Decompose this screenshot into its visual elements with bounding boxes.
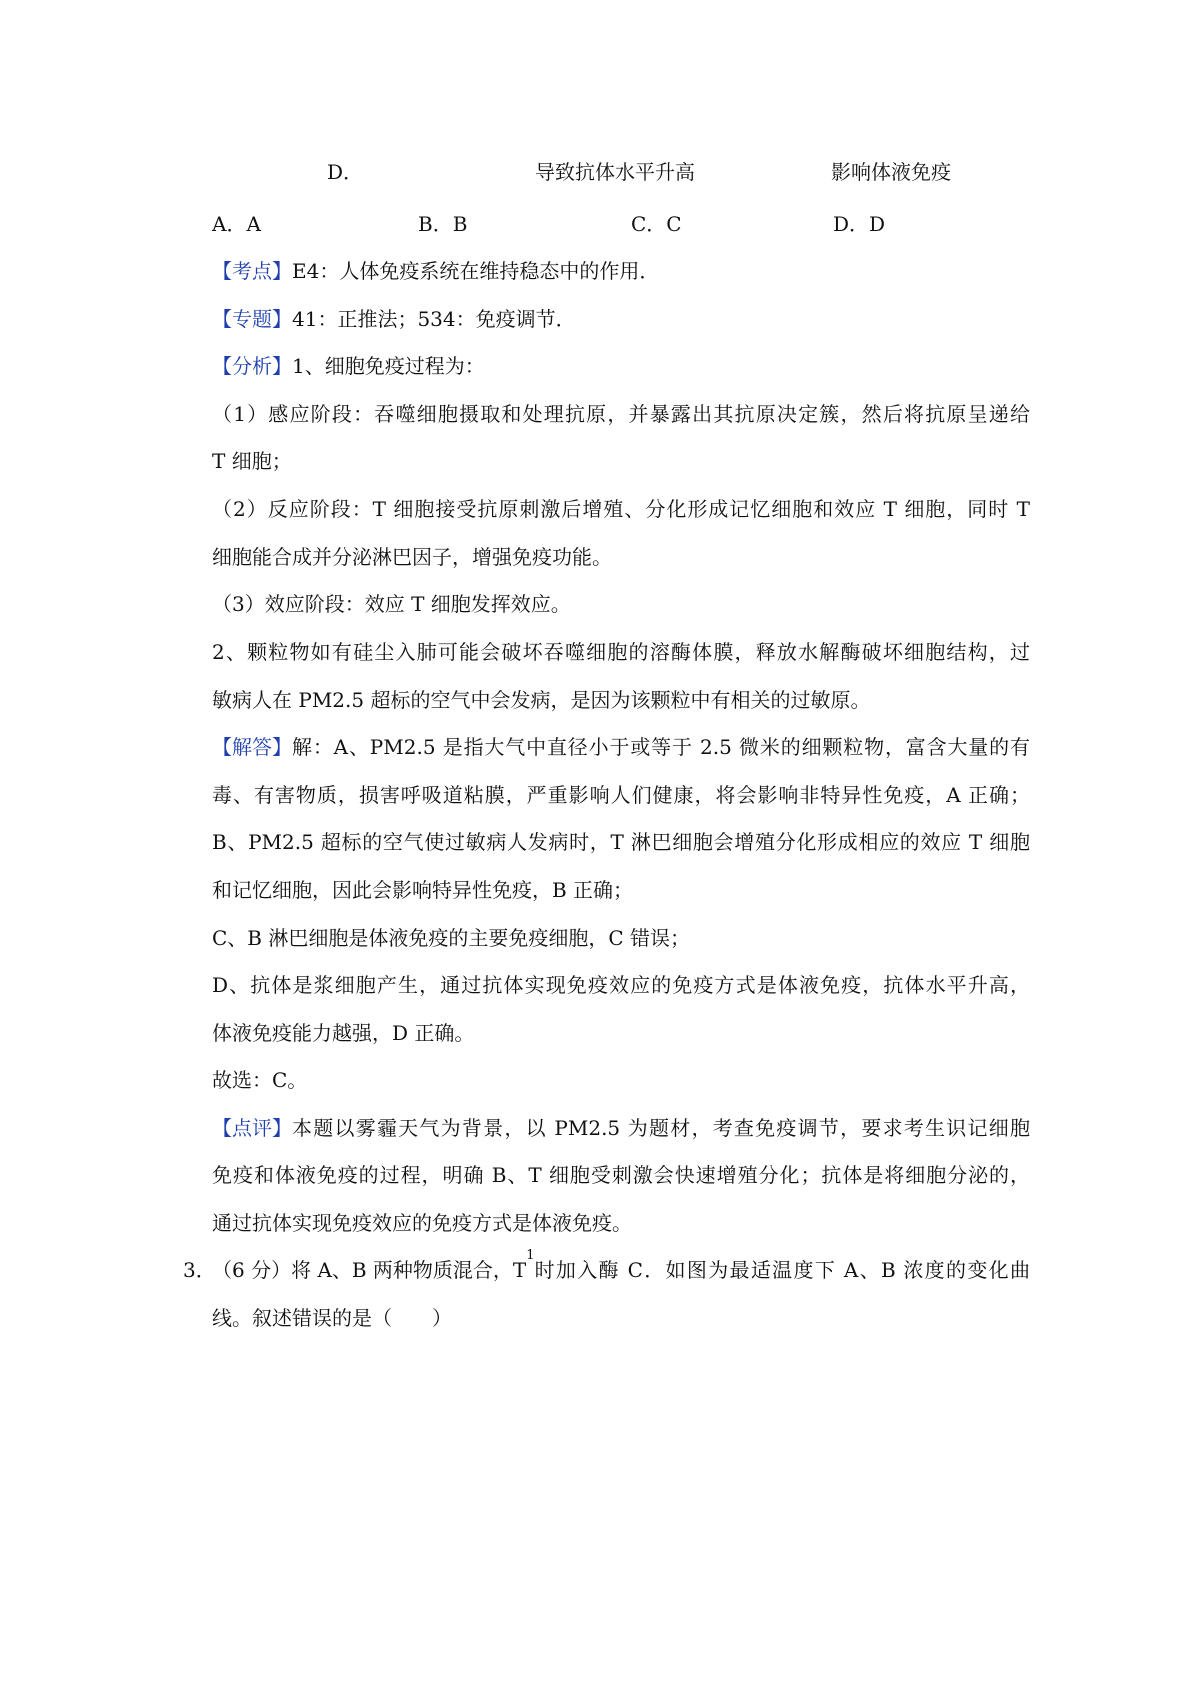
table-row-d-effect: 导致抗体水平升高 <box>535 160 695 184</box>
zhuanti-text: 41：正推法；534：免疫调节． <box>292 307 576 331</box>
fenxi-line-7: 2、颗粒物如有硅尘入肺可能会破坏吞噬细胞的溶酶体膜，释放水解酶破坏细胞结构，过 <box>212 640 1030 664</box>
jieda-line-4: 和记忆细胞，因此会影响特异性免疫，B 正确； <box>212 878 634 902</box>
fenxi-line-3: T 细胞； <box>212 449 292 473</box>
fenxi-line-8: 敏病人在 PM2.5 超标的空气中会发病，是因为该颗粒中有相关的过敏原。 <box>212 688 871 712</box>
question-3-text-b: 时加入酶 C．如图为最适温度下 A、B 浓度的变化曲 <box>534 1258 1030 1282</box>
choice-d: D．D <box>833 212 886 236</box>
fenxi-line-1 <box>212 352 485 380</box>
jieda-line-3: B、PM2.5 超标的空气使过敏病人发病时，T 淋巴细胞会增殖分化形成相应的效应 T 细胞 <box>212 830 1030 854</box>
dianping-text-1: 本题以雾霾天气为背景，以 PM2.5 为题材，考查免疫调节，要求考生识记细胞 <box>292 1116 1030 1140</box>
zhuanti-line <box>212 305 576 333</box>
fenxi-line-2: （1）感应阶段：吞噬细胞摄取和处理抗原，并暴露出其抗原决定簇，然后将抗原呈递给 <box>212 402 1030 426</box>
table-row-d-immunity: 影响体液免疫 <box>831 160 951 184</box>
dianping-tag: 【点评】 <box>212 1116 292 1140</box>
fenxi-tag: 【分析】 <box>212 354 292 378</box>
kaodian-text: E4：人体免疫系统在维持稳态中的作用． <box>292 259 660 283</box>
fenxi-line-5: 细胞能合成并分泌淋巴因子，增强免疫功能。 <box>212 545 612 569</box>
kaodian-tag: 【考点】 <box>212 259 292 283</box>
table-row-d-label: D． <box>327 160 364 184</box>
question-3-subscript: 1 <box>526 1248 535 1263</box>
jieda-line-7: 体液免疫能力越强，D 正确。 <box>212 1021 475 1045</box>
jieda-line-6: D、抗体是浆细胞产生，通过抗体实现免疫效应的免疫方式是体液免疫，抗体水平升高， <box>212 973 1030 997</box>
jieda-line-8: 故选：C。 <box>212 1068 308 1092</box>
dianping-line-1 <box>212 1114 1030 1142</box>
jieda-tag: 【解答】 <box>212 735 292 759</box>
choice-c: C．C <box>631 212 682 236</box>
jieda-text-1: 解：A、PM2.5 是指大气中直径小于或等于 2.5 微米的细颗粒物，富含大量的有 <box>292 735 1030 759</box>
jieda-line-2: 毒、有害物质，损害呼吸道粘膜，严重影响人们健康，将会影响非特异性免疫，A 正确； <box>212 783 1030 807</box>
fenxi-line-6: （3）效应阶段：效应 T 细胞发挥效应。 <box>212 592 571 616</box>
kaodian-line <box>212 257 659 285</box>
question-3-number: 3． <box>183 1258 216 1282</box>
question-3-text-a: （6 分）将 A、B 两种物质混合，T <box>212 1258 527 1282</box>
choice-b: B．B <box>418 212 468 236</box>
fenxi-line-4: （2）反应阶段：T 细胞接受抗原刺激后增殖、分化形成记忆细胞和效应 T 细胞，同时 T <box>212 497 1030 521</box>
question-3-line-2: 线。叙述错误的是（ ） <box>212 1306 452 1330</box>
choice-a: A．A <box>212 212 261 236</box>
dianping-line-3: 通过抗体实现免疫效应的免疫方式是体液免疫。 <box>212 1211 632 1235</box>
fenxi-text-1: 1、细胞免疫过程为： <box>292 354 485 378</box>
jieda-line-1 <box>212 733 1030 761</box>
dianping-line-2: 免疫和体液免疫的过程，明确 B、T 细胞受刺激会快速增殖分化；抗体是将细胞分泌的， <box>212 1163 1030 1187</box>
zhuanti-tag: 【专题】 <box>212 307 292 331</box>
jieda-line-5: C、B 淋巴细胞是体液免疫的主要免疫细胞，C 错误； <box>212 926 691 950</box>
question-3-line-1 <box>212 1248 1030 1284</box>
